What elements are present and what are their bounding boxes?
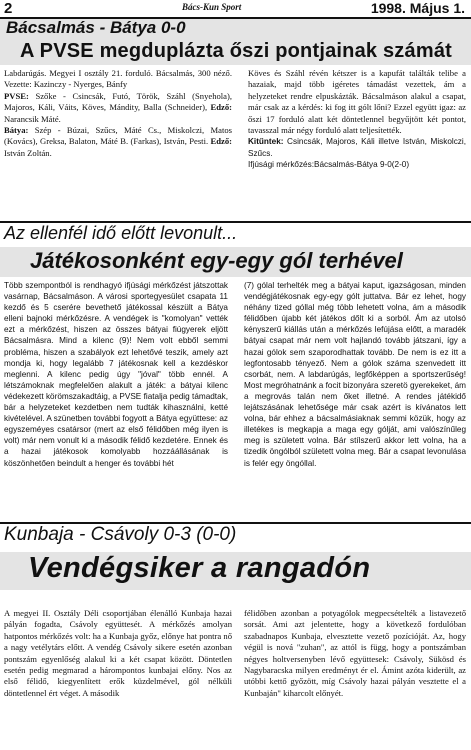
article1-lineup-pvse	[4, 91, 232, 125]
article1-lineup-batya	[4, 125, 232, 159]
article1-info: Labdarúgás. Megyei I osztály 21. forduló. Bácsalmás, 300 néző. Vezette: Kazinczy - Nyerges, Bánfy	[4, 68, 232, 90]
masthead: Bács-Kun Sport	[182, 2, 242, 12]
article1-youth-result: Ifjúsági mérkőzés:Bácsalmás-Bátya 9-0(2-0)	[248, 159, 410, 169]
article2-left-column	[4, 280, 228, 520]
article2-right-column	[244, 280, 466, 520]
standouts-label: Kitűntek:	[248, 137, 284, 147]
issue-date: 1998. Május 1.	[370, 0, 465, 16]
article1-kicker: Bácsalmás - Bátya 0-0	[6, 18, 186, 37]
pvse-players: Szőke - Csincsák, Futó, Török, Száhl (Snyehola), Majoros, Káli, Váits, Köves, Mándity, Balla (Schneider),	[4, 90, 232, 113]
pvse-coach-label: Edző:	[207, 102, 232, 113]
article2-kicker: Az ellenfél idő előtt levonult...	[4, 223, 238, 243]
article3-right-text: félidőben azonban a potyagólok megpecsételték a listavezető sorsát. Ami azt jelentette, hogy a következő fordulóban szabadnapos Kunbaja, elvesztette vezető pozícióját. Az, hogy végül is nová "zuhan", az attól is függ, hogy a pontszámban négyes holtversenyben lévő együttesek: Csávoly, Sükösd és Nagybaracska milyen eredményt ér el. Ámint azóta kiderült, az utóbbi kettő győzött, míg Csávoly hazai pályán vesztette el a Kunbaján" kiharcolt előnyét.	[244, 608, 466, 698]
article1-standouts	[248, 136, 466, 158]
batya-label: Bátya:	[4, 125, 29, 136]
article3-headline: Vendégsiker a rangadón	[28, 552, 371, 584]
article2-left-text: Több szempontból is rendhagyó ifjúsági mérkőzést játszottak vasárnap, Bácsalmáson. A városi sportegyesület csapata 11 kezdő és 5 cserére bevethető játékossal készült a Bátya elleni bajnoki mérkőzésre. A vendégek is "komolyan" vették ezt a mérkőzést, hiszen az összes bátyai fiúgyerek eljött Bácsalmásra. Mind a kilenc (9)! Nem volt ebből semmi probléma, hiszen a szabályok ezt lehetővé teszik, amely azt mondja ki, hogy legalább 7 játékosnak kell a kezdéskor meglenni. A kilenc pedig úgy "jóval" több ennél. A létszámoknak megfelelően alakult a játék: a bátyai kilenc védekezett körömszakadtáig, a PVSE fiatalja pedig támadtak, bár a helyzeteket kezdetben nem tudták kihasználni, ketté kivételével. A szünetben további fogyott a Bátya együttese: az egyszeméyes csatársor (mert az első félidőben még ilyen is volt) már nem vonult ki a második félidő kezdetére. Ennek és a hazai játékosok komolyabb hozzáállásának is köszönhetően beindult a henger és további hét	[4, 281, 228, 468]
batya-coach: István Zoltán.	[4, 147, 52, 158]
page-header	[0, 0, 471, 18]
article3-kicker: Kunbaja - Csávoly 0-3 (0-0)	[4, 524, 237, 545]
article1-right-column	[248, 68, 466, 220]
pvse-coach: Narancsik Máté.	[4, 113, 61, 124]
pvse-label: PVSE:	[4, 90, 29, 101]
article1-report: Köves és Száhl révén kétszer is a kapufát találták telibe a hazaiak, majd több igéretes támadást vezettek, ám a helyzeteket rendre elpuskázták. Bácsalmáson alakul a csapat, már csak az a kérdés: ki fog itt gólt lőni? Ezzel együtt igaz: az őszi 17 forduló alatt két döntetlennel begyűjtött két pontot, tavasszal már négy forduló alatt teljesítették.	[248, 68, 466, 136]
batya-coach-label: Edző:	[208, 136, 232, 147]
article3-right-column	[244, 608, 466, 750]
page-number: 2	[4, 0, 13, 17]
article3-left-text: A megyei II. Osztály Déli csoportjában élenálló Kunbaja hazai pályán fogadta, Csávoly együttesét. A mérkőzés amolyan hatpontos mérkőzés volt: ha a Kunbaja győz, előnye hat pontra nő a nagy vetélytárs előtt. A vendég Csávoly sikere esetén azonban pontszám egyenlőség alakul ki a két csapat között. Döntetlen esetén pedig megmarad a hárompontos kunbajai előny. Nos az első félidő, kiegyenlített erők küzdelmével, gól nélküli döntetlennel ért véget. A második	[4, 608, 232, 698]
article2-headline: Játékosonként egy-egy gól terhével	[30, 248, 403, 273]
standouts-players: Csincsák, Majoros, Káli illetve István, Miskolczi, Szűcs.	[248, 137, 466, 158]
article1-left-column	[4, 68, 232, 220]
article1-headline: A PVSE megduplázta őszi pontjainak számát	[20, 40, 452, 62]
article3-left-column	[4, 608, 232, 750]
batya-players: Szép - Búzai, Szűcs, Máté Cs., Miskolczi, Matos (Kovács), Greksa, Balaton, Máté B. (Farkas), István, Pesti.	[4, 125, 232, 147]
article2-right-text: (7) gólal terhelték meg a bátyai kaput, igazságosan, minden vendégjátékosnak egy-egy gólt juttatva. Bár ez lehet, hogy néhány tized góllal még több lehetett volna, ám a második félidőben újabb két játékos dőlt ki a sorból. Ám az utolsó kényszerű kiállás után a mérkőzés lefújása előtt, a maradék bátyai csapat már nem volt hajlandó tovább játszani, így a hazai gólok sem szaporodhattak tovább. De nem is ez itt a legfontosabb tényező. Nem a gólok száma szenvedett itt csorbát, nem. A labdarúgás, legfőképpen a sportszerűség! Most megróhatnánk a focit bizonyára szeretö gyerekeket, ám a megrovás talán nem őket illetné. A rendes játékidő lejátszásának lehetősége már csak azért is kívánatos lett volna, bár ehhez a bácsalmásiaknak semmi közük, hogy az illetékes is megkapja a maga egy gólját, ami valószínűleg meg is született volna. Bár stílszerű akkor lett volna, ha a tizedik öngólból született volna meg. Bár a csapat levonulása is felér egy öngóllal.	[244, 281, 466, 468]
